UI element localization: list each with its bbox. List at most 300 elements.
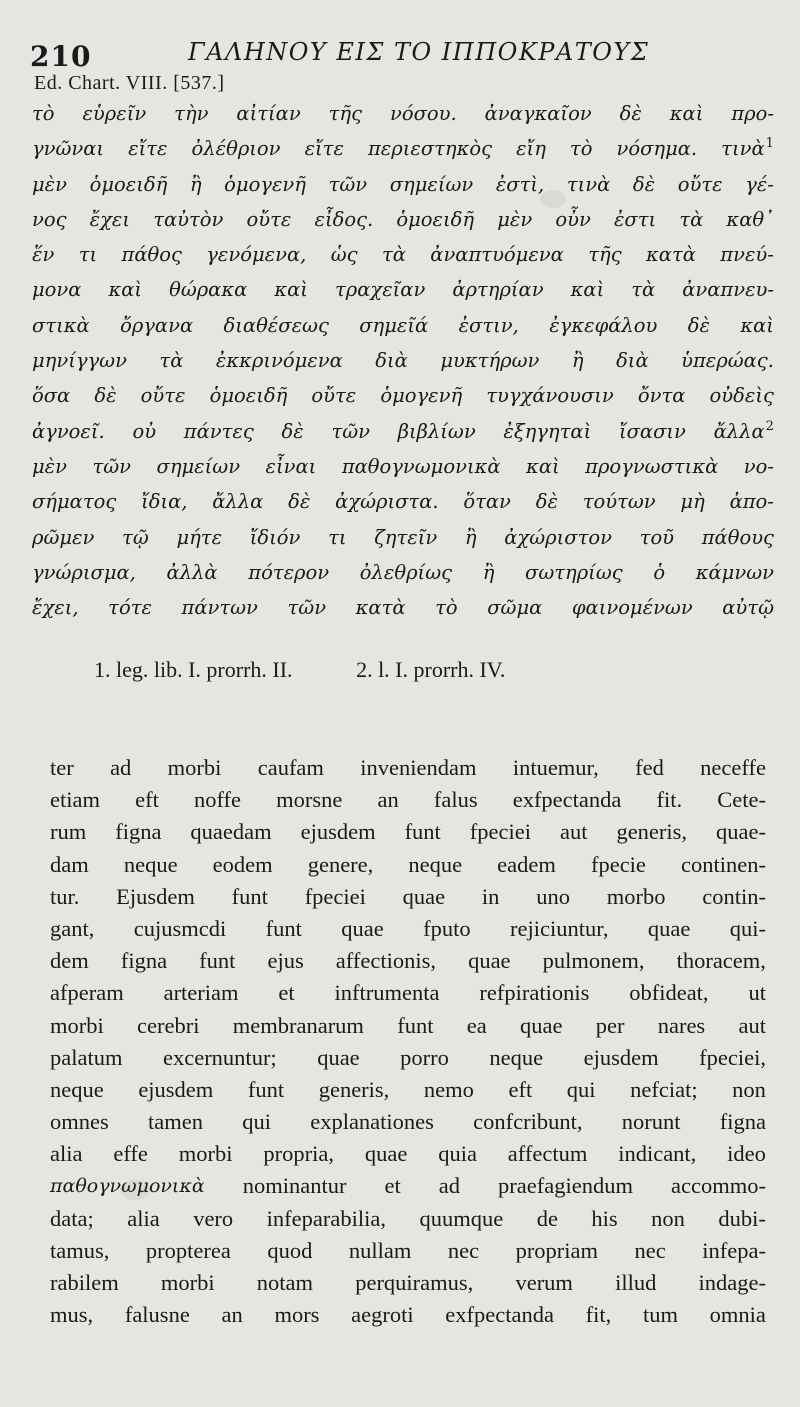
word: genere, [307,851,374,877]
greek-line [32,343,774,378]
word: τι [328,525,347,549]
word: ἄλλα$^2$ [713,418,774,443]
latin-line [50,1267,766,1299]
word: οὐ [132,419,157,443]
word: ἐξηγηταὶ [503,419,592,443]
word: non [651,1205,685,1231]
word: ἐστιν, [458,313,519,337]
word: ζητεῖν [374,525,438,549]
greek-line [32,202,774,237]
word: dam [50,851,89,877]
word: alia [127,1205,160,1231]
word: ἢ [482,560,495,584]
word: et [384,1173,401,1199]
word: ἴδιόν [249,525,301,549]
word: norunt [621,1109,681,1135]
greek-line [32,378,774,413]
word: κατὰ [646,243,696,267]
footnote: 1. leg. lib. I. prorrh. II. [94,657,293,682]
word: propriam [515,1237,599,1263]
word: falus [433,787,478,813]
greek-line [32,520,774,555]
word: ὀλέθριον [191,137,281,161]
word: eft [135,787,159,813]
word: indage- [698,1270,766,1295]
word: κάμνων [695,560,774,584]
word: verum [515,1270,573,1295]
word: μήτε [176,525,223,549]
word: funt [265,915,302,941]
word: ἄλλα [212,490,264,514]
word: neque [408,851,463,877]
word: μυκτήρων [440,349,540,373]
word: τῶν [287,596,327,620]
word: δὲ [687,313,710,337]
word: tamen [147,1109,203,1135]
greek-line [32,131,774,166]
word: propria, [263,1141,334,1167]
word: πάθος [121,243,182,267]
word: ἴδια, [141,490,188,514]
word: εἴτε [304,137,344,161]
word: quaedam [190,819,272,845]
word: τότε [108,596,152,620]
word: ejusdem [300,819,376,845]
word: intuemur, [512,755,599,780]
word: qui- [729,915,766,941]
word: de [536,1205,558,1231]
word: inftrumenta [334,980,440,1006]
word: πάντων [181,596,258,620]
latin-line [50,752,766,784]
word: ἐκκρινόμενα [215,349,343,373]
latin-line [50,849,766,881]
word: confcribunt, [473,1109,583,1135]
word: praefagiendum [498,1173,633,1199]
word: mors [274,1302,320,1328]
word: tamus, [50,1237,110,1263]
word: τῷ [122,525,149,549]
word: quae [402,883,446,909]
greek-line [32,96,774,131]
greek-line [32,484,774,519]
word: nec [447,1237,480,1263]
word: ὅσα [32,384,71,408]
word: ἔχει [89,207,131,231]
word: fed [635,755,664,780]
word: excernuntur; [162,1044,277,1070]
word: οὔτε [140,384,186,408]
latin-line [50,1042,766,1074]
word: neque [489,1044,544,1070]
word: οὔτε [311,384,357,408]
word: etiam [50,787,100,813]
word: et [278,980,295,1006]
word: καὶ [669,102,704,125]
word: obfideat, [629,980,709,1006]
word: nefciat; [630,1076,698,1102]
word: qui [242,1109,271,1135]
word: αὐτῷ [722,596,774,620]
word: ἀναγκαῖον [484,102,592,125]
word: ad [438,1173,460,1199]
word: νόσου. [389,102,457,125]
word: ἐγκεφάλου [549,313,658,337]
word: funt [247,1076,285,1102]
word: ρῶμεν [32,525,95,549]
word: funt [397,1012,434,1038]
greek-line [32,237,774,272]
word: propterea [145,1237,231,1263]
word: notam [256,1270,314,1295]
word: neceffe [700,755,766,780]
word: πνεύ- [720,243,774,267]
word: ea [466,1012,487,1038]
word: ἀναπτυόμενα [430,243,564,267]
word: aut [738,1012,766,1038]
word: quumque [419,1205,504,1231]
word: funt [199,948,236,974]
word: τινὰ [566,172,611,196]
word: explanationes [310,1109,434,1135]
word: affectum [507,1141,588,1167]
word: μὲν [32,454,67,478]
word: nominantur [242,1173,347,1199]
word: τὸ [435,596,458,620]
word: neque [50,1076,104,1102]
word: ἢ [464,525,477,549]
greek-line [32,449,774,484]
word: quod [267,1237,313,1263]
word: ut [748,980,766,1006]
word: ὑπερώας. [681,349,774,373]
word: rum [50,819,87,845]
word: καὶ [570,278,605,302]
word: ter [50,755,74,780]
word: οὐδεὶς [709,384,774,408]
word: ἀγνοεῖ. [32,419,105,443]
word: ἐστι [613,207,657,231]
word: ἀχώριστον [504,525,612,549]
word: ejus [267,948,304,974]
word: καὶ [526,454,560,478]
word: τοῦ [639,525,675,549]
greek-line [32,414,774,449]
word: effe [113,1141,148,1167]
word: τῶν [328,172,368,196]
word: σήματος [32,490,117,514]
word: μὲν [497,207,533,231]
word: ἢ [571,349,584,373]
word: his [591,1205,618,1231]
latin-text-block [50,752,766,1331]
word: uno [536,883,570,909]
word: στικὰ [32,313,90,337]
word: continen- [681,851,766,877]
word: falusne [124,1302,190,1328]
word: quae [364,1141,408,1167]
word: οὔτε [677,172,723,196]
word: τὰ [631,278,656,302]
word: morbi [50,1012,104,1038]
word: quae [317,1044,360,1070]
word: καὶ [740,313,774,337]
word: nullam [348,1237,412,1263]
word: τυγχάνουσιν [486,384,614,408]
running-head: ΓΑΛΗΝΟΥ ΕΙΣ ΤΟ ΙΠΠΟΚΡΑΤΟΥΣ [188,38,650,66]
word: fit. [656,787,683,813]
latin-line [50,1235,766,1267]
word: καὶ [108,278,143,302]
word: rejiciuntur, [510,915,609,941]
word: gant, [50,915,95,941]
word: affectionis, [335,948,436,974]
word: palatum [50,1044,123,1070]
word: vero [193,1205,234,1231]
word: αἰτίαν [236,102,301,125]
latin-line [50,1299,766,1331]
latin-line [50,1203,766,1235]
word: refpirationis [479,980,590,1006]
word: καθ᾽ [726,207,774,231]
word: εἶναι [265,454,317,478]
word: nec [634,1237,666,1263]
word: ἀρτηρίαν [452,278,544,302]
word: inveniendam [360,755,477,780]
word: omnia [709,1302,766,1328]
word: γενόμενα, [206,243,307,267]
word: ἴσασιν [618,419,686,443]
word: ejusdem [583,1044,659,1070]
word: ad [110,755,132,780]
word: fit, [585,1302,612,1328]
word: θώρακα [169,278,248,302]
word: πάντες [183,419,254,443]
word: exfpectanda [445,1302,554,1328]
word: infepa- [702,1237,766,1263]
word: quae [647,915,691,941]
word: ὁμοειδῆ [209,384,288,408]
word: ὁμοειδῆ [89,172,168,196]
word: aegroti [351,1302,414,1328]
latin-line [50,913,766,945]
word: διὰ [375,349,408,373]
word: perquiramus, [355,1270,474,1295]
word: cujusmcdi [133,915,227,941]
word: nemo [423,1076,474,1102]
latin-line [50,1170,766,1202]
word: ἀπο- [729,490,774,514]
word: ὡς [330,243,358,267]
word: ὁμογενῆ [224,172,306,196]
edition-marker: Ed. Chart. VIII. [537.] [34,72,225,94]
word: exfpectanda [512,787,622,813]
word: τὰ [381,243,406,267]
word: contin- [702,883,766,909]
word: quae- [716,819,766,845]
greek-line [32,590,774,625]
word: funt [231,883,268,909]
word: morsne [276,787,343,813]
page-number: 210 [30,40,92,73]
greek-line [32,272,774,307]
word: τῶν [92,454,132,478]
word: mus, [50,1302,94,1328]
word: δὲ [632,172,656,196]
word: ἀναπνευ- [682,278,774,302]
word: τὸ [32,102,55,125]
word: τι [78,243,98,267]
word: figna [719,1109,766,1135]
word: Ejusdem [116,883,195,909]
word: nares [657,1012,706,1038]
word: fpeciei [304,883,366,909]
word: μηνίγγων [32,349,127,373]
word: ideo [727,1141,766,1167]
word: πάθους [701,525,774,549]
word: δὲ [535,490,558,514]
word: ὄργανα [120,313,194,337]
word: thoracem, [676,948,766,974]
latin-line [50,1106,766,1138]
word: ταὐτὸν [153,207,224,231]
word: afperam [50,980,124,1006]
word: σημεῖά [359,313,429,337]
word: διαθέσεως [223,313,329,337]
word: καὶ [274,278,308,302]
word: per [595,1012,625,1038]
word: φαινομένων [571,596,693,620]
word: rabilem [50,1270,119,1295]
word: εἶδος. [314,207,374,231]
word: fpeciei, [699,1044,766,1070]
word: fpeciei [469,819,531,845]
word: δὲ [619,102,642,125]
word: τῆς [328,102,363,125]
word: ejusdem [138,1076,214,1102]
greek-line [32,555,774,590]
footnotes [94,657,563,683]
word: δὲ [281,419,304,443]
word: προγνωστικὰ [585,454,719,478]
word: qui [566,1076,596,1102]
greek-line [32,167,774,202]
word: γέ- [745,172,774,196]
word: ὄντα [637,384,686,408]
word: generis, [318,1076,390,1102]
word: fpecie [590,851,646,877]
word: ὁμογενῆ [380,384,463,408]
word: porro [400,1044,449,1070]
word: ἀχώριστα. [335,490,439,514]
greek-line [32,308,774,343]
word: arteriam [163,980,239,1006]
word: morbi [160,1270,215,1295]
footnote: 2. l. I. prorrh. IV. [356,657,506,682]
word: νο- [743,454,774,478]
word: dubi- [718,1205,766,1231]
word: quae [468,948,511,974]
word: τὰ [159,349,184,373]
word: tur. [50,883,80,909]
word: ἔχει, [32,596,79,620]
latin-line [50,816,766,848]
word: περιεστηκὸς [367,137,493,161]
word: μὲν [32,172,67,196]
word: morbo [606,883,666,909]
word: βιβλίων [397,419,476,443]
word: δὲ [288,490,311,514]
word: dem [50,948,89,974]
word: παθογνωμονικὰ [50,1175,205,1198]
word: ἀλλὰ [166,560,218,584]
word: νόσημα. [616,137,698,161]
word: illud [615,1270,657,1295]
word: pulmonem, [542,948,645,974]
word: accommo- [671,1173,766,1199]
word: noffe [193,787,242,813]
latin-line [50,881,766,913]
word: morbi [167,755,222,780]
word: σημείων [389,172,474,196]
word: tum [642,1302,678,1328]
word: funt [404,819,441,845]
word: εὑρεῖν [82,102,147,125]
word: ἐστὶ, [495,172,545,196]
word: οὔτε [246,207,292,231]
word: figna [115,819,162,845]
word: alia [50,1141,83,1167]
word: κατὰ [355,596,406,620]
word: τινὰ$^1$ [721,136,774,161]
greek-text-block [32,96,774,625]
word: πότερον [248,560,330,584]
word: an [377,787,399,813]
word: an [221,1302,243,1328]
word: quae [519,1012,563,1038]
latin-line [50,977,766,1009]
word: τῆς [588,243,622,267]
word: παθογνωμονικὰ [341,454,501,478]
word: οὖν [555,207,591,231]
word: morbi [178,1141,233,1167]
word: τραχεῖαν [334,278,426,302]
word: ὀλεθρίως [359,560,453,584]
word: νος [32,207,67,231]
word: in [481,883,500,909]
latin-line [50,784,766,816]
word: neque [123,851,178,877]
word: data; [50,1205,94,1231]
word: membranarum [232,1012,364,1038]
word: διὰ [616,349,649,373]
word: non [732,1076,766,1102]
latin-line [50,945,766,977]
word: ὁ [653,560,666,584]
word: eodem [212,851,273,877]
word: figna [120,948,168,974]
word: τούτων [582,490,656,514]
word: δὲ [94,384,117,408]
latin-line [50,1138,766,1170]
word: μονα [32,278,82,302]
word: eft [508,1076,533,1102]
word: indicant, [618,1141,697,1167]
word: caufam [257,755,324,780]
word: σωτηρίως [525,560,623,584]
word: εἴτε [128,137,168,161]
word: τῶν [331,419,370,443]
